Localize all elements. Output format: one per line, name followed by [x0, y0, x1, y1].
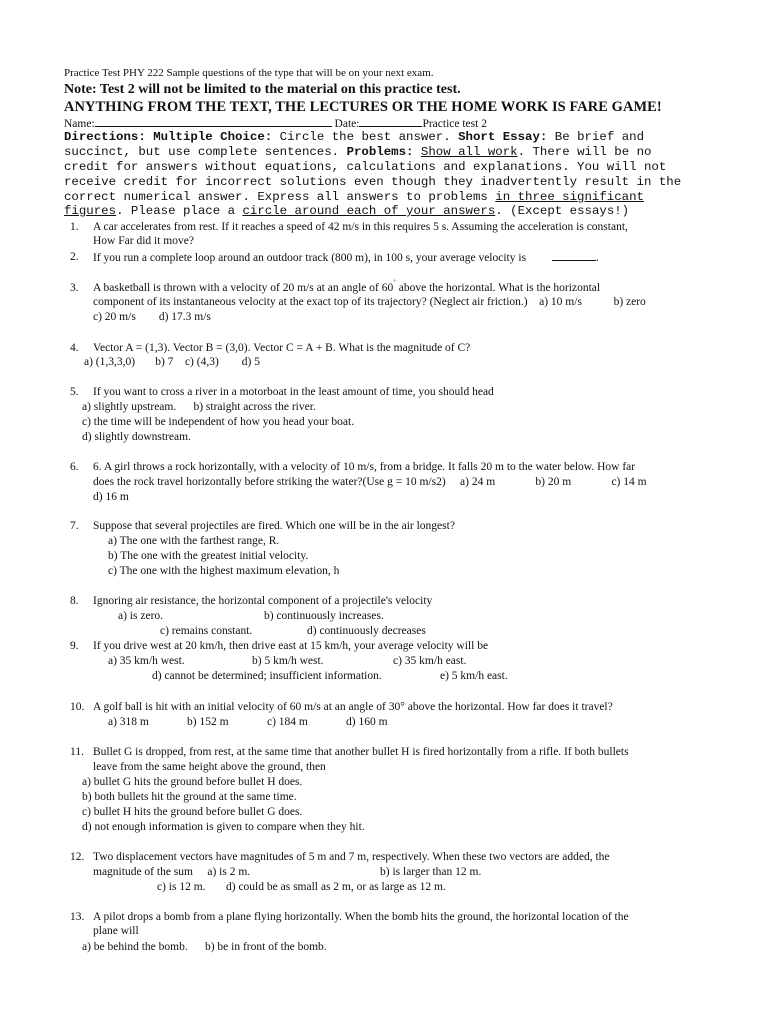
question-text: component of its instantaneous velocity at the exact top of its trajectory? (Neglect air friction.) a) 10 m/s b) zero	[93, 296, 646, 308]
choice-b[interactable]: b) straight across the river.	[193, 401, 316, 413]
directions-line-5: correct numerical answer. Express all answers to problems in three significant	[64, 190, 644, 204]
question-choices	[82, 940, 327, 954]
name-date-line	[64, 116, 487, 131]
question-text: Bullet G is dropped, from rest, at the same time that another bullet H is fired horizontally from a rifle. If both bullets	[93, 746, 629, 758]
choice-a[interactable]: a) 10 m/s	[539, 296, 582, 308]
choice-a[interactable]: a) is zero.	[118, 610, 164, 622]
choice-d[interactable]: d) could be as small as 2 m, or as large as 12 m.	[226, 881, 446, 893]
choice-b[interactable]: b) be in front of the bomb.	[204, 941, 327, 953]
question-number: 11.	[70, 746, 84, 758]
question-number: 4.	[70, 342, 79, 354]
question-text: A pilot drops a bomb from a plane flying horizontally. When the bomb hits the ground, the horizontal location of the	[93, 911, 629, 923]
question-text: If you want to cross a river in a motorboat in the least amount of time, you should head	[93, 386, 494, 398]
choice-c[interactable]: c) The one with the highest maximum elevation, h	[108, 565, 340, 577]
directions-line-6: figures. Please place a circle around each of your answers. (Except essays!)	[64, 204, 630, 218]
choice-b[interactable]: b) zero	[613, 296, 646, 308]
choice-d[interactable]: d) 160 m	[346, 716, 388, 728]
choice-c[interactable]: c) (4,3)	[184, 356, 219, 368]
question-number: 8.	[70, 595, 79, 607]
question-text: leave from the same height above the ground, then	[93, 761, 326, 773]
choice-a[interactable]: a) The one with the farthest range, R.	[108, 535, 280, 547]
choice-c[interactable]: c) 35 km/h east.	[393, 655, 467, 667]
question-choices	[93, 310, 211, 324]
caps-line: ANYTHING FROM THE TEXT, THE LECTURES OR THE HOME WORK IS FARE GAME!	[64, 99, 662, 115]
question-text: magnitude of the sum a) is 2 m.	[93, 866, 251, 878]
question-choices	[84, 355, 260, 369]
note-line: Note: Test 2 will not be limited to the material on this practice test.	[64, 82, 461, 97]
test-label: Practice test 2	[422, 118, 487, 130]
question-number: 12.	[70, 851, 85, 863]
question-text: A car accelerates from rest. If it reaches a speed of 42 m/s in this requires 5 s. Assuming the acceleration is constant,	[93, 221, 628, 233]
question-number: 3.	[70, 282, 79, 294]
directions-line-1: Directions: Multiple Choice: Circle the best answer. Short Essay: Be brief and	[64, 130, 645, 144]
choice-d[interactable]: d) slightly downstream.	[82, 431, 191, 443]
question-number: 10.	[70, 701, 85, 713]
choice-b[interactable]: b) 5 km/h west.	[252, 655, 324, 667]
directions-line-3: credit for answers without equations, calculations and explanations. You will not	[64, 160, 667, 174]
question-text: does the rock travel horizontally before striking the water?(Use g = 10 m/s2) a) 24 m b) 20 m c) 14 m	[93, 476, 647, 488]
question-text: If you run a complete loop around an outdoor track (800 m), in 100 s, your average velocity is .	[93, 252, 599, 264]
choice-c[interactable]: c) 14 m	[611, 476, 647, 488]
question-number: 9.	[70, 640, 79, 652]
question-text: Vector A = (1,3). Vector B = (3,0). Vector C = A + B. What is the magnitude of C?	[93, 342, 471, 354]
choice-c[interactable]: c) 184 m	[267, 716, 308, 728]
choice-a[interactable]: a) is 2 m.	[207, 866, 251, 878]
choice-a[interactable]: a) 24 m	[460, 476, 496, 488]
choice-a[interactable]: a) slightly upstream.	[82, 401, 177, 413]
question-number: 13.	[70, 911, 85, 923]
choice-d[interactable]: d) continuously decreases	[307, 625, 426, 637]
question-text: If you drive west at 20 km/h, then drive east at 15 km/h, your average velocity will be	[93, 640, 489, 652]
choice-d[interactable]: d) 17.3 m/s	[158, 311, 211, 323]
date-label: Date:	[334, 118, 360, 130]
choice-d[interactable]: d) cannot be determined; insufficient information.	[152, 670, 382, 682]
question-text: plane will	[93, 925, 139, 937]
question-number: 5.	[70, 386, 79, 398]
choice-c[interactable]: c) is 12 m.	[157, 881, 206, 893]
choice-b[interactable]: b) both bullets hit the ground at the same time.	[82, 791, 297, 803]
choice-b[interactable]: b) continuously increases.	[264, 610, 384, 622]
choice-a[interactable]: a) bullet G hits the ground before bullet H does.	[82, 776, 303, 788]
choice-e[interactable]: e) 5 km/h east.	[440, 670, 508, 682]
name-label: Name:	[64, 118, 95, 130]
choice-a[interactable]: a) be behind the bomb.	[82, 941, 188, 953]
question-choices	[82, 400, 316, 414]
choice-c[interactable]: c) remains constant.	[160, 625, 253, 637]
choice-a[interactable]: a) 35 km/h west.	[108, 655, 185, 667]
question-text: Suppose that several projectiles are fired. Which one will be in the air longest?	[93, 520, 455, 532]
choice-b[interactable]: b) 152 m	[187, 716, 229, 728]
question-text: A basketball is thrown with a velocity of 20 m/s at an angle of 60˚ above the horizontal. What is the horizontal	[93, 279, 601, 294]
question-number: 7.	[70, 520, 79, 532]
question-number: 1.	[70, 221, 79, 233]
choice-b[interactable]: b) 7	[155, 356, 174, 368]
choice-d[interactable]: d) 5	[241, 356, 260, 368]
question-number: 2.	[70, 251, 79, 263]
choice-c[interactable]: c) bullet H hits the ground before bullet G does.	[82, 806, 303, 818]
choice-c[interactable]: c) 20 m/s	[93, 311, 136, 323]
question-text: 6. A girl throws a rock horizontally, with a velocity of 10 m/s, from a bridge. It falls 20 m to the water below. How far	[93, 461, 636, 473]
choice-d[interactable]: d) 16 m	[93, 491, 129, 503]
date-blank[interactable]	[359, 116, 422, 127]
directions-line-2: succinct, but use complete sentences. Problems: Show all work. There will be no	[64, 145, 652, 159]
directions-line-4: receive credit for incorrect solutions even though they inadvertently result in the	[64, 175, 682, 189]
choice-c[interactable]: c) the time will be independent of how you head your boat.	[82, 416, 355, 428]
choice-b[interactable]: b) 20 m	[535, 476, 572, 488]
question-text: A golf ball is hit with an initial velocity of 60 m/s at an angle of 30° above the horizontal. How far does it travel?	[93, 701, 613, 713]
question-text: Two displacement vectors have magnitudes of 5 m and 7 m, respectively. When these two vectors are added, the	[93, 851, 610, 863]
answer-blank[interactable]	[552, 250, 596, 261]
question-text: Ignoring air resistance, the horizontal component of a projectile's velocity	[93, 595, 433, 607]
choice-a[interactable]: a) (1,3,3,0)	[84, 356, 136, 368]
choice-b[interactable]: b) is larger than 12 m.	[380, 866, 482, 878]
question-number: 6.	[70, 461, 79, 473]
question-text: How Far did it move?	[93, 235, 194, 247]
choice-d[interactable]: d) not enough information is given to compare when they hit.	[82, 821, 365, 833]
name-blank[interactable]	[95, 116, 332, 127]
intro-line: Practice Test PHY 222 Sample questions of the type that will be on your next exam.	[64, 67, 434, 79]
choice-a[interactable]: a) 318 m	[108, 716, 149, 728]
choice-b[interactable]: b) The one with the greatest initial velocity.	[108, 550, 309, 562]
